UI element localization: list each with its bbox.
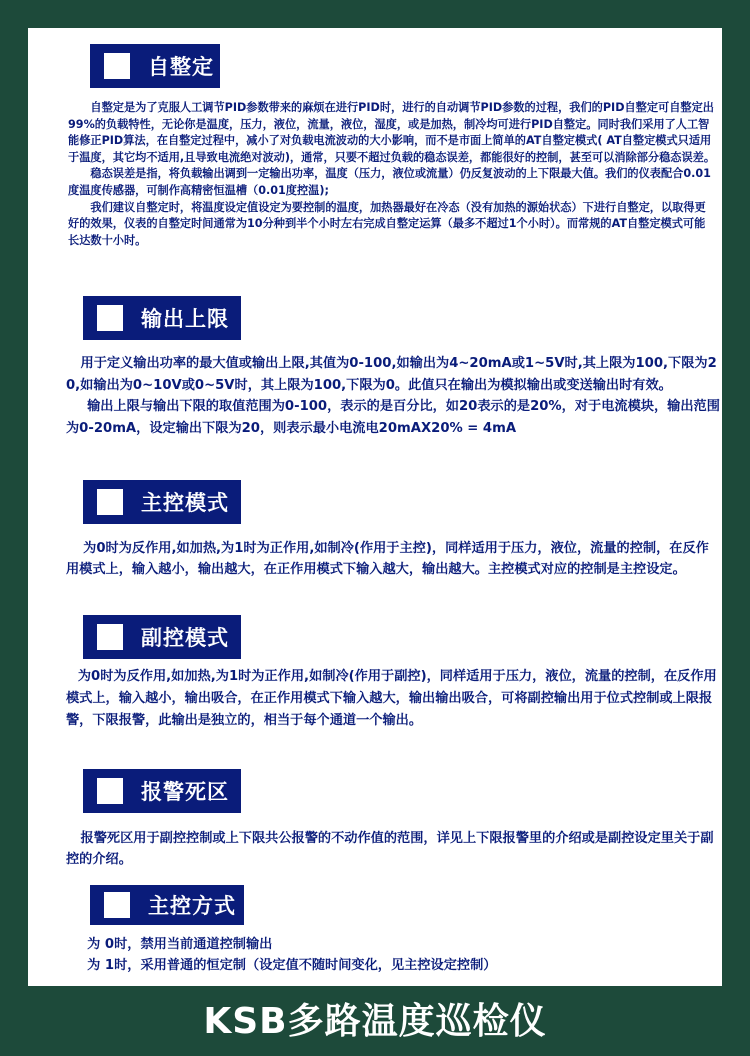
paragraph: 报警死区用于副控控制或上下限共公报警的不动作值的范围，详见上下限报警里的介绍或是副控设定里关于副控的介绍。 <box>66 831 714 867</box>
paragraph: 稳态误差是指，将负载输出调到一定输出功率，温度（压力，液位或流量）仍反复波动的上下限最大值。我们的仪表配合0.01度温度传感器，可制作高精密恒温槽（0.01度控温); <box>68 167 711 197</box>
section-header-main-control-method <box>90 885 244 925</box>
square-icon <box>97 624 123 650</box>
section-body-output-upper-limit <box>66 353 722 439</box>
section-body-self-tuning <box>68 100 716 249</box>
paragraph: 为 0时，禁用当前通道控制输出 <box>87 937 273 952</box>
paragraph: 用于定义输出功率的最大值或输出上限,其值为0-100,如输出为4~20mA或1~5V时,其上限为100,下限为20,如输出为0~10V或0~5V时，其上限为100,下限为0。此值只在输出为模拟输出或变送输出时有效。 <box>66 356 717 393</box>
square-icon <box>97 778 123 804</box>
paragraph: 为 1时，采用普通的恒定制（设定值不随时间变化，见主控设定控制） <box>87 958 497 973</box>
section-title: 主控模式 <box>141 491 229 515</box>
section-title: 报警死区 <box>141 780 229 804</box>
footer-product-title: KSB多路温度巡检仪 <box>203 1001 547 1042</box>
section-body-main-control-mode <box>66 538 722 580</box>
section-body-alarm-dead-zone <box>66 828 722 870</box>
section-header-output-upper-limit <box>83 296 241 340</box>
square-icon <box>97 489 123 515</box>
square-icon <box>104 892 130 918</box>
section-header-alarm-dead-zone <box>83 769 241 813</box>
square-icon <box>97 305 123 331</box>
section-title: 主控方式 <box>148 894 236 918</box>
paragraph: 为0时为反作用,如加热,为1时为正作用,如制冷(作用于主控)，同样适用于压力，液位，流量的控制，在反作用模式上，输入越小，输出越大，在正作用模式下输入越大，输出越大。主控模式对应的控制是主控设定。 <box>66 541 709 577</box>
paragraph: 输出上限与输出下限的取值范围为0-100，表示的是百分比，如20表示的是20%，对于电流模块，输出范围为0-20mA，设定输出下限为20，则表示最小电流电20mAX20% = 4mA <box>66 399 720 436</box>
section-body-main-control-method <box>66 934 722 976</box>
paragraph: 自整定是为了克服人工调节PID参数带来的麻烦在进行PID时，进行的自动调节PID参数的过程，我们的PID自整定可自整定出99%的负载特性，无论你是温度，压力，液位，流量，液位，湿度，或是加热，制冷均可进行PID自整定。同时我们采用了人工智能修正PID算法，在自整定过程中，减小了对负载电流波动的大小影响，而不是市面上简单的AT自整定模式( AT自整定模式只适用于温度，其它均不适用,且导致电流绝对波动)，通常，只要不超过负载的稳态误差，都能很好的控制，甚至可以消除部分稳态误差。 <box>68 101 716 164</box>
paragraph: 我们建议自整定时，将温度设定值设定为要控制的温度，加热器最好在冷态（没有加热的源始状态）下进行自整定，以取得更好的效果，仪表的自整定时间通常为10分种到半个小时左右完成自整定运算（最多不超过1个小时）。而常规的AT自整定模式可能长达数十小时。 <box>68 200 706 247</box>
section-header-aux-control-mode <box>83 615 241 659</box>
section-title: 输出上限 <box>141 307 229 331</box>
section-header-main-control-mode <box>83 480 241 524</box>
section-body-aux-control-mode <box>66 666 722 732</box>
paragraph: 为0时为反作用,如加热,为1时为正作用,如制冷(作用于副控)，同样适用于压力，液位，流量的控制，在反作用模式上，输入越小，输出吸合，在正作用模式下输入越大，输出输出吸合，可将副控输出用于位式控制或上限报警，下限报警，此输出是独立的，相当于每个通道一个输出。 <box>66 669 717 728</box>
content-panel <box>28 28 722 986</box>
section-title: 自整定 <box>148 55 214 79</box>
section-title: 副控模式 <box>141 626 229 650</box>
section-header-self-tuning <box>90 44 220 88</box>
square-icon <box>104 53 130 79</box>
